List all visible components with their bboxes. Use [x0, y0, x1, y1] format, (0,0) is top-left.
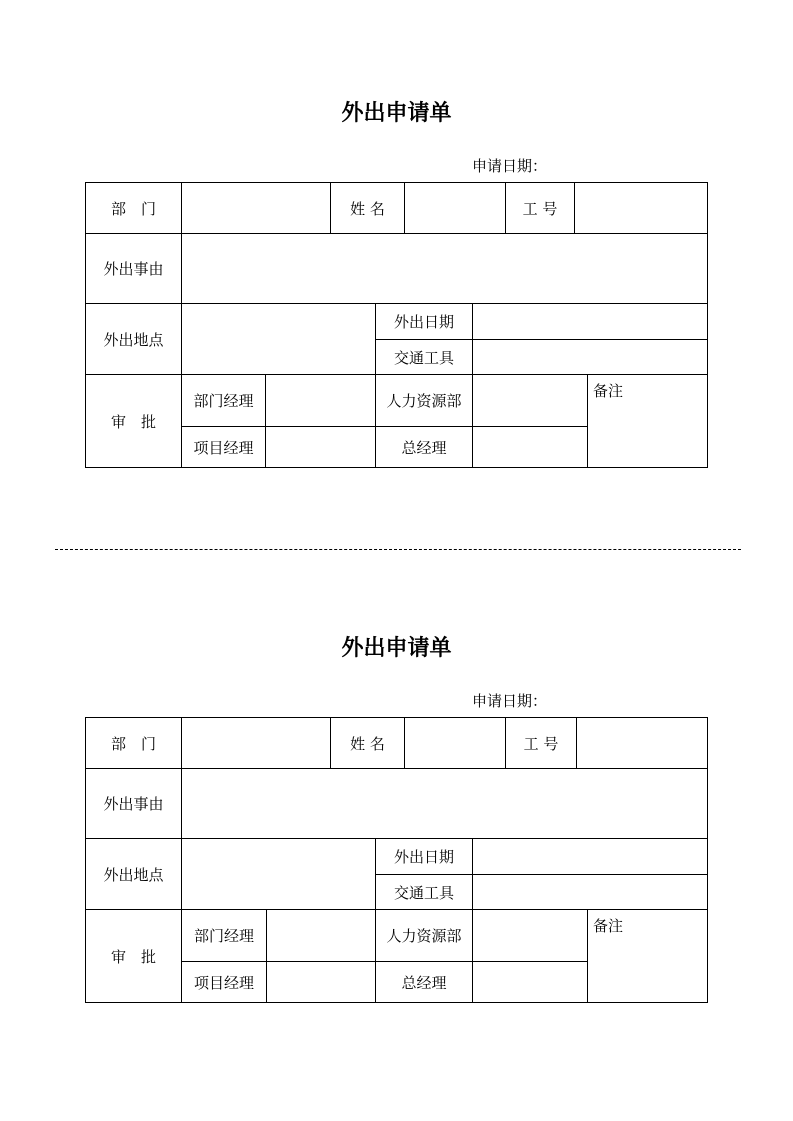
- dept-manager-label: 部门经理: [193, 392, 254, 410]
- location-label: 外出地点: [103, 330, 164, 349]
- name-field[interactable]: [405, 718, 505, 768]
- transport-field[interactable]: [473, 875, 707, 909]
- department-label: 部 门: [110, 199, 156, 218]
- general-manager-field[interactable]: [473, 427, 587, 467]
- employee-id-label: 工 号: [523, 734, 559, 753]
- name-label: 姓 名: [350, 734, 385, 753]
- out-date-label: 外出日期: [393, 313, 454, 331]
- application-form-1: [0, 0, 793, 470]
- location-field[interactable]: [182, 304, 375, 374]
- approval-label: 审 批: [110, 412, 156, 431]
- application-form-2: [0, 535, 793, 1005]
- notes-label: 备注: [593, 381, 624, 400]
- reason-label: 外出事由: [103, 795, 164, 813]
- location-label: 外出地点: [103, 865, 164, 884]
- notes-label: 备注: [593, 916, 624, 935]
- hr-label: 人力资源部: [386, 927, 462, 945]
- name-field[interactable]: [405, 183, 505, 233]
- project-manager-field[interactable]: [266, 427, 375, 467]
- project-manager-label: 项目经理: [193, 973, 254, 992]
- hr-field[interactable]: [473, 375, 587, 426]
- form-table: [85, 717, 708, 1003]
- out-date-label: 外出日期: [393, 848, 454, 866]
- employee-id-field[interactable]: [575, 183, 707, 233]
- general-manager-label: 总经理: [401, 973, 447, 992]
- project-manager-label: 项目经理: [193, 438, 254, 457]
- project-manager-field[interactable]: [267, 962, 375, 1002]
- approval-label: 审 批: [110, 947, 156, 966]
- general-manager-label: 总经理: [401, 438, 447, 457]
- application-date-label: 申请日期：: [472, 157, 548, 175]
- department-field[interactable]: [182, 183, 330, 233]
- employee-id-label: 工 号: [522, 199, 558, 218]
- transport-label: 交通工具: [393, 883, 454, 902]
- form-title: 外出申请单: [341, 636, 452, 661]
- reason-field[interactable]: [182, 234, 707, 303]
- hr-field[interactable]: [473, 910, 587, 961]
- dept-manager-field[interactable]: [266, 375, 375, 426]
- out-date-field[interactable]: [473, 304, 707, 339]
- name-label: 姓 名: [350, 199, 385, 218]
- employee-id-field[interactable]: [577, 718, 707, 768]
- dept-manager-label: 部门经理: [193, 927, 254, 945]
- reason-label: 外出事由: [103, 260, 164, 278]
- location-field[interactable]: [182, 839, 375, 909]
- out-date-field[interactable]: [473, 839, 707, 874]
- application-date-label: 申请日期：: [472, 692, 548, 710]
- form-table: [85, 182, 708, 468]
- transport-field[interactable]: [473, 340, 707, 374]
- hr-label: 人力资源部: [386, 392, 462, 410]
- notes-field[interactable]: [588, 401, 707, 467]
- general-manager-field[interactable]: [473, 962, 587, 1002]
- form-title: 外出申请单: [341, 101, 452, 126]
- transport-label: 交通工具: [393, 348, 454, 367]
- dept-manager-field[interactable]: [267, 910, 375, 961]
- notes-field[interactable]: [588, 936, 707, 1002]
- reason-field[interactable]: [182, 769, 707, 838]
- department-field[interactable]: [182, 718, 330, 768]
- department-label: 部 门: [110, 734, 156, 753]
